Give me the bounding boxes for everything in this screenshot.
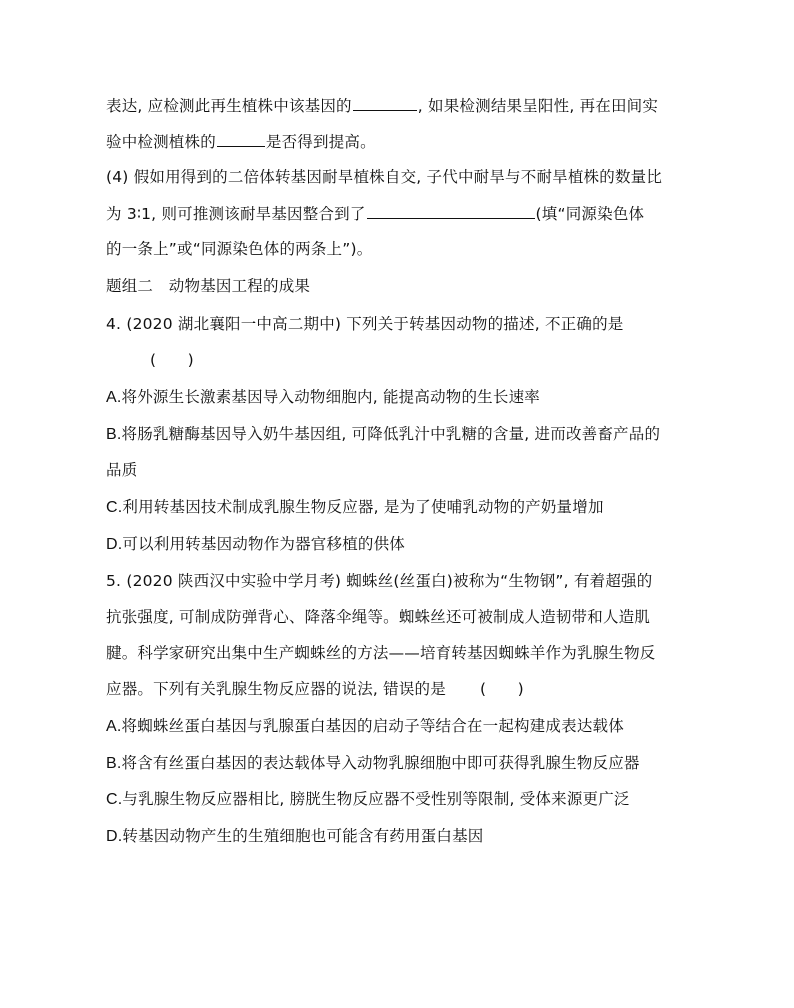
q4-option-b-cont xyxy=(106,460,137,480)
option-letter: C. xyxy=(106,791,123,808)
option-letter: A. xyxy=(106,389,122,406)
q3-part4-text: (4) 假如用得到的二倍体转基因耐旱植株自交, 子代中耐旱与不耐旱植株的数量比 xyxy=(106,168,663,186)
option-text: 利用转基因技术制成乳腺生物反应器, 是为了使哺乳动物的产奶量增加 xyxy=(122,498,604,516)
q5-option-b[interactable] xyxy=(106,753,640,774)
q3-part4-text-b: (填“同源染色体 xyxy=(535,205,645,223)
answer-bracket-text: ( ) xyxy=(150,351,194,369)
option-text: 可以利用转基因动物作为器官移植的供体 xyxy=(122,535,406,553)
group2-title xyxy=(106,276,310,296)
q3-part4-line-1 xyxy=(106,167,662,187)
option-text: 转基因动物产生的生殖细胞也可能含有药用蛋白基因 xyxy=(122,827,484,845)
option-letter: B. xyxy=(106,426,122,443)
option-text: 将蜘蛛丝蛋白基因与乳腺蛋白基因的启动子等结合在一起构建成表达载体 xyxy=(121,717,624,735)
option-text: 与乳腺生物反应器相比, 膀胱生物反应器不受性别等限制, 受体来源更广泛 xyxy=(122,790,630,808)
q5-option-d[interactable] xyxy=(106,826,484,847)
q3-part4-text-c: 的一条上”或“同源染色体的两条上”)。 xyxy=(106,240,373,258)
option-letter: C. xyxy=(106,499,123,516)
option-letter: B. xyxy=(106,755,122,772)
q3-line-1-text-a: 表达, 应检测此再生植株中该基因的 xyxy=(106,97,352,115)
q4-option-a[interactable] xyxy=(106,387,540,408)
q5-stem-text: 抗张强度, 可制成防弹背心、降落伞绳等。蜘蛛丝还可被制成人造韧带和人造肌 xyxy=(106,608,651,626)
q3-part4-line-3 xyxy=(106,239,372,259)
q3-line-1-text-b: , 如果检测结果呈阳性, 再在田间实 xyxy=(417,97,659,115)
q4-answer-bracket[interactable] xyxy=(150,350,194,370)
group2-title-text: 题组二 动物基因工程的成果 xyxy=(106,277,311,295)
q5-option-a[interactable] xyxy=(106,716,624,737)
q4-option-c[interactable] xyxy=(106,497,604,518)
q5-stem-line-4 xyxy=(106,679,524,699)
q5-answer-bracket[interactable]: ( ) xyxy=(479,680,524,698)
q4-stem-text: 4. (2020 湖北襄阳一中高二期中) 下列关于转基因动物的描述, 不正确的是 xyxy=(106,315,624,333)
option-text: 将外源生长激素基因导入动物细胞内, 能提高动物的生长速率 xyxy=(121,388,540,406)
q5-stem-line-2 xyxy=(106,607,650,627)
q5-stem-text: 应器。下列有关乳腺生物反应器的说法, 错误的是 xyxy=(106,680,446,698)
q4-option-b[interactable] xyxy=(106,424,660,445)
q3-line-1 xyxy=(106,95,658,116)
q5-stem-line-1 xyxy=(106,571,652,591)
option-letter: A. xyxy=(106,718,122,735)
q4-stem xyxy=(106,314,623,334)
q5-stem-text: 腱。科学家研究出集中生产蜘蛛丝的方法——培育转基因蜘蛛羊作为乳腺生物反 xyxy=(106,644,656,662)
answer-blank[interactable] xyxy=(217,131,265,147)
q3-line-2 xyxy=(106,131,376,152)
option-letter: D. xyxy=(106,536,123,553)
option-letter: D. xyxy=(106,828,123,845)
q3-line-2-text-a: 验中检测植株的 xyxy=(106,133,216,151)
q5-option-c[interactable] xyxy=(106,789,630,810)
option-text-continued: 品质 xyxy=(106,461,138,479)
option-text: 将肠乳糖酶基因导入奶牛基因组, 可降低乳汁中乳糖的含量, 进而改善畜产品的 xyxy=(121,425,661,443)
answer-blank[interactable] xyxy=(353,95,417,111)
q3-part4-text-a: 为 3∶1, 则可推测该耐旱基因整合到了 xyxy=(106,205,366,223)
q5-stem-text: 5. (2020 陕西汉中实验中学月考) 蜘蛛丝(丝蛋白)被称为“生物钢”, 有着超强的 xyxy=(106,572,653,590)
option-text: 将含有丝蛋白基因的表达载体导入动物乳腺细胞中即可获得乳腺生物反应器 xyxy=(121,754,640,772)
q3-part4-line-2 xyxy=(106,203,644,224)
answer-blank[interactable] xyxy=(367,203,535,219)
q4-option-d[interactable] xyxy=(106,534,405,555)
q3-line-2-text-b: 是否得到提高。 xyxy=(265,133,376,151)
q5-stem-line-3 xyxy=(106,643,656,663)
